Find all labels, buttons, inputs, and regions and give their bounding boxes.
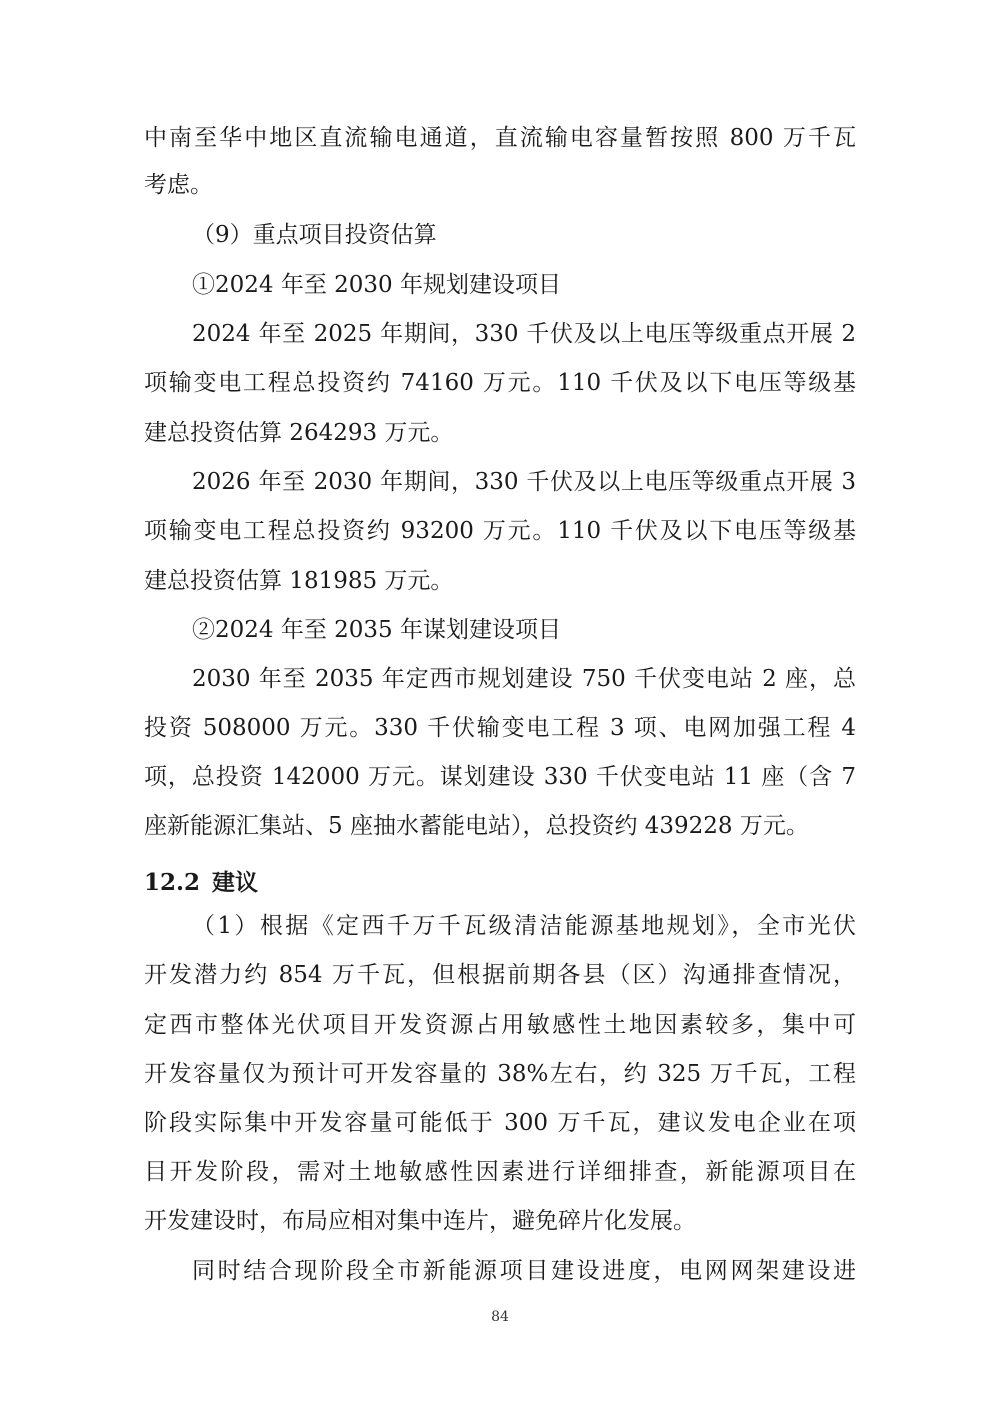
paragraph-line: 投资 508000 万元。330 千伏输变电工程 3 项、电网加强工程 4 xyxy=(144,715,856,741)
paragraph-line: 项输变电工程总投资约 74160 万元。110 千伏及以下电压等级基 xyxy=(144,370,856,396)
paragraph-line: 2024 年至 2025 年期间，330 千伏及以上电压等级重点开展 2 xyxy=(192,321,856,347)
paragraph-line: 2026 年至 2030 年期间，330 千伏及以上电压等级重点开展 3 xyxy=(192,469,856,495)
paragraph-line: 开发潜力约 854 万千瓦，但根据前期各县（区）沟通排查情况， xyxy=(144,962,856,988)
paragraph-line: 项输变电工程总投资约 93200 万元。110 千伏及以下电压等级基 xyxy=(144,518,856,544)
paragraph-line: 定西市整体光伏项目开发资源占用敏感性土地因素较多，集中可 xyxy=(144,1012,856,1038)
paragraph-line: 项，总投资 142000 万元。谋划建设 330 千伏变电站 11 座（含 7 xyxy=(144,764,856,790)
paragraph-line: 2030 年至 2035 年定西市规划建设 750 千伏变电站 2 座，总 xyxy=(192,666,856,692)
paragraph-line: 座新能源汇集站、5 座抽水蓄能电站），总投资约 439228 万元。 xyxy=(144,813,809,839)
paragraph-line: 同时结合现阶段全市新能源项目建设进度，电网网架建设进 xyxy=(192,1258,856,1284)
paragraph-line: 建总投资估算 181985 万元。 xyxy=(144,568,454,594)
paragraph-line: 开发容量仅为预计可开发容量的 38%左右，约 325 万千瓦，工程 xyxy=(144,1061,856,1087)
paragraph-line: 阶段实际集中开发容量可能低于 300 万千瓦，建议发电企业在项 xyxy=(144,1110,856,1136)
page-number: 84 xyxy=(491,1309,509,1325)
section-heading xyxy=(144,868,258,898)
section-number: 12.2 xyxy=(144,869,201,896)
section-title: 建议 xyxy=(212,869,258,896)
paragraph-line: 目开发阶段，需对土地敏感性因素进行详细排查，新能源项目在 xyxy=(144,1159,856,1185)
paragraph-line: 考虑。 xyxy=(144,172,213,198)
paragraph-line: 开发建设时，布局应相对集中连片，避免碎片化发展。 xyxy=(144,1208,696,1234)
paragraph-line: 建总投资估算 264293 万元。 xyxy=(144,420,454,446)
subsection-title: （9）重点项目投资估算 xyxy=(192,222,437,248)
paragraph-line: 中南至华中地区直流输电通道，直流输电容量暂按照 800 万千瓦 xyxy=(144,125,856,151)
subsection-title: ①2024 年至 2030 年规划建设项目 xyxy=(192,272,561,298)
subsection-title: ②2024 年至 2035 年谋划建设项目 xyxy=(192,617,561,643)
paragraph-line: （1）根据《定西千万千瓦级清洁能源基地规划》，全市光伏 xyxy=(192,913,856,939)
